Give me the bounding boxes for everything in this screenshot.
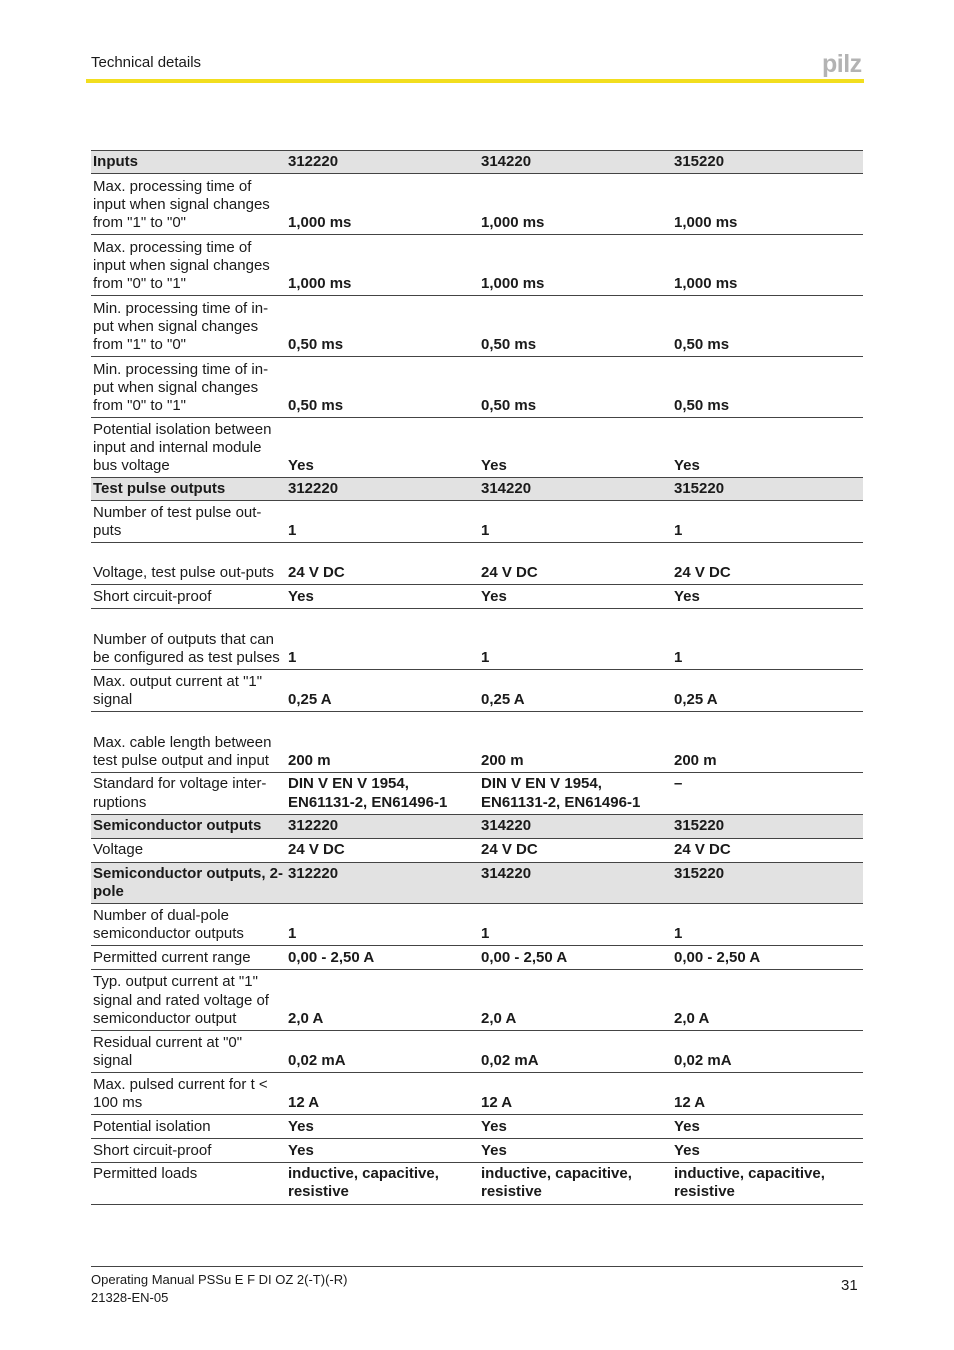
row-value: 1,000 ms <box>672 235 863 296</box>
row-value: 0,02 mA <box>479 1031 672 1073</box>
page-number: 31 <box>841 1277 858 1294</box>
row-value: 1 <box>479 501 672 543</box>
row-value: 0,00 - 2,50 A <box>479 946 672 970</box>
table-row <box>91 501 863 543</box>
row-value: 12 A <box>286 1073 479 1115</box>
section-column-header: 314220 <box>479 862 672 903</box>
section-title: Semiconductor outputs, 2-pole <box>91 862 286 903</box>
row-value: 0,00 - 2,50 A <box>672 946 863 970</box>
row-value: inductive, capacitive, resistive <box>672 1163 863 1205</box>
row-value: 24 V DC <box>479 838 672 862</box>
row-value: 1 <box>672 609 863 670</box>
row-value: 0,02 mA <box>672 1031 863 1073</box>
row-label: Number of dual-pole semiconductor outputs <box>91 904 286 946</box>
table-row <box>91 1031 863 1073</box>
table-row <box>91 296 863 357</box>
section-column-header: 315220 <box>672 815 863 838</box>
row-value: 1 <box>672 501 863 543</box>
row-value: 24 V DC <box>286 543 479 585</box>
row-label: Short circuit-proof <box>91 1139 286 1163</box>
table-row <box>91 838 863 862</box>
row-value: Yes <box>672 585 863 609</box>
row-value: Yes <box>286 418 479 478</box>
section-header-row <box>91 815 863 838</box>
footer-manual-title: Operating Manual PSSu E F DI OZ 2(-T)(-R) <box>91 1272 348 1287</box>
row-value: inductive, capacitive, resistive <box>479 1163 672 1205</box>
row-value: 200 m <box>479 712 672 773</box>
row-value: 2,0 A <box>479 970 672 1031</box>
row-label: Permitted loads <box>91 1163 286 1205</box>
row-value: 2,0 A <box>286 970 479 1031</box>
row-label: Max. output current at "1" signal <box>91 670 286 712</box>
row-label: Number of test pulse out-puts <box>91 501 286 543</box>
footer-doc-number: 21328-EN-05 <box>91 1290 169 1305</box>
row-label: Max. processing time of input when signal changes from "1" to "0" <box>91 174 286 235</box>
row-value: DIN V EN V 1954, EN61131-2, EN61496-1 <box>479 773 672 815</box>
table-row <box>91 670 863 712</box>
row-value: Yes <box>672 1139 863 1163</box>
table-row <box>91 773 863 815</box>
row-label: Number of outputs that can be configured as test pulses <box>91 609 286 670</box>
section-column-header: 314220 <box>479 151 672 174</box>
row-value: Yes <box>672 418 863 478</box>
table-row <box>91 235 863 296</box>
row-value: 0,50 ms <box>479 357 672 418</box>
row-value: 0,25 A <box>479 670 672 712</box>
row-label: Min. processing time of in-put when signal changes from "0" to "1" <box>91 357 286 418</box>
row-value: Yes <box>286 1139 479 1163</box>
row-value: 24 V DC <box>672 543 863 585</box>
table-row <box>91 174 863 235</box>
header-rule <box>86 79 864 83</box>
row-label: Standard for voltage inter-ruptions <box>91 773 286 815</box>
section-header-row <box>91 478 863 501</box>
section-column-header: 312220 <box>286 151 479 174</box>
row-label: Potential isolation between input and internal module bus voltage <box>91 418 286 478</box>
row-value: DIN V EN V 1954, EN61131-2, EN61496-1 <box>286 773 479 815</box>
table-row <box>91 712 863 773</box>
section-column-header: 312220 <box>286 862 479 903</box>
header-title: Technical details <box>91 54 202 71</box>
row-label: Voltage <box>91 838 286 862</box>
section-column-header: 315220 <box>672 478 863 501</box>
row-value: 0,50 ms <box>479 296 672 357</box>
row-value: 24 V DC <box>479 543 672 585</box>
table-row <box>91 418 863 478</box>
row-value: 0,50 ms <box>286 296 479 357</box>
row-value: 1 <box>479 609 672 670</box>
section-column-header: 315220 <box>672 151 863 174</box>
row-value: 0,00 - 2,50 A <box>286 946 479 970</box>
row-label: Max. pulsed current for t < 100 ms <box>91 1073 286 1115</box>
row-value: 200 m <box>286 712 479 773</box>
row-value: 1,000 ms <box>479 174 672 235</box>
row-label: Max. processing time of input when signal changes from "0" to "1" <box>91 235 286 296</box>
section-title: Test pulse outputs <box>91 478 286 501</box>
row-value: 1 <box>286 501 479 543</box>
row-value: 0,25 A <box>286 670 479 712</box>
section-column-header: 314220 <box>479 478 672 501</box>
row-label: Voltage, test pulse out-puts <box>91 543 286 585</box>
table-row <box>91 357 863 418</box>
table-row <box>91 904 863 946</box>
row-label: Short circuit-proof <box>91 585 286 609</box>
table-row <box>91 946 863 970</box>
row-label: Residual current at "0" signal <box>91 1031 286 1073</box>
row-label: Permitted current range <box>91 946 286 970</box>
row-value: 24 V DC <box>286 838 479 862</box>
row-value: 12 A <box>479 1073 672 1115</box>
section-column-header: 312220 <box>286 478 479 501</box>
row-value: Yes <box>286 585 479 609</box>
row-value: 0,25 A <box>672 670 863 712</box>
row-label: Min. processing time of in-put when signal changes from "1" to "0" <box>91 296 286 357</box>
row-value: Yes <box>286 1115 479 1139</box>
table-row <box>91 1163 863 1205</box>
row-value: inductive, capacitive, resistive <box>286 1163 479 1205</box>
row-value: – <box>672 773 863 815</box>
section-column-header: 312220 <box>286 815 479 838</box>
row-value: 12 A <box>672 1073 863 1115</box>
row-value: 1,000 ms <box>672 174 863 235</box>
row-value: 0,50 ms <box>672 296 863 357</box>
section-column-header: 315220 <box>672 862 863 903</box>
table-row <box>91 543 863 585</box>
row-value: Yes <box>479 585 672 609</box>
table-row <box>91 1073 863 1115</box>
row-label: Typ. output current at "1" signal and rated voltage of semiconductor output <box>91 970 286 1031</box>
row-value: 1,000 ms <box>479 235 672 296</box>
pilz-logo: pilz <box>822 50 862 78</box>
row-value: 0,02 mA <box>286 1031 479 1073</box>
row-label: Max. cable length between test pulse output and input <box>91 712 286 773</box>
section-header-row <box>91 151 863 174</box>
section-title: Inputs <box>91 151 286 174</box>
table-row <box>91 1139 863 1163</box>
row-value: Yes <box>479 1139 672 1163</box>
row-value: 1,000 ms <box>286 235 479 296</box>
row-value: Yes <box>479 1115 672 1139</box>
row-value: Yes <box>479 418 672 478</box>
footer-rule <box>91 1266 863 1267</box>
row-value: 2,0 A <box>672 970 863 1031</box>
table-row <box>91 970 863 1031</box>
section-column-header: 314220 <box>479 815 672 838</box>
table-row <box>91 1115 863 1139</box>
table-row <box>91 585 863 609</box>
row-value: 1 <box>672 904 863 946</box>
table-row <box>91 609 863 670</box>
row-value: 1 <box>479 904 672 946</box>
row-value: 24 V DC <box>672 838 863 862</box>
row-value: 200 m <box>672 712 863 773</box>
section-title: Semiconductor outputs <box>91 815 286 838</box>
row-value: 1 <box>286 609 479 670</box>
row-value: 0,50 ms <box>286 357 479 418</box>
row-value: 1,000 ms <box>286 174 479 235</box>
row-value: 1 <box>286 904 479 946</box>
section-header-row <box>91 862 863 903</box>
technical-details-table <box>91 150 863 1205</box>
row-label: Potential isolation <box>91 1115 286 1139</box>
row-value: Yes <box>672 1115 863 1139</box>
row-value: 0,50 ms <box>672 357 863 418</box>
